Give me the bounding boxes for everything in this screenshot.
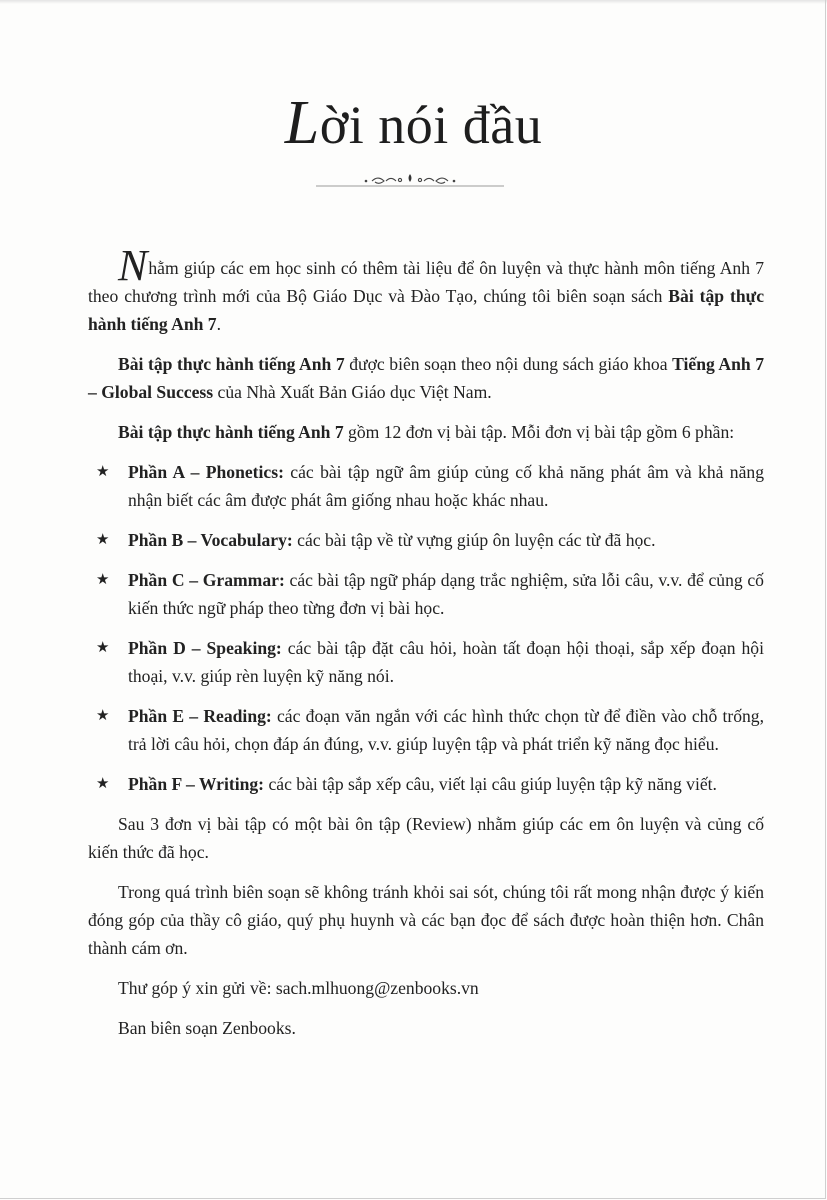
book-title-bold: Bài tập thực hành tiếng Anh 7 — [118, 422, 344, 442]
intro-paragraph — [88, 241, 765, 338]
dropcap-letter: N — [118, 241, 148, 290]
star-icon: ★ — [96, 708, 110, 724]
page-title — [0, 88, 827, 159]
list-item — [88, 770, 764, 798]
feedback-paragraph: Trong quá trình biên soạn sẽ không tránh khỏi sai sót, chúng tôi rất mong nhận được ý kiến đóng góp của thầy cô giáo, quý phụ huynh và các bạn đọc để sách được hoàn thiện hơn. Chân thành cám ơn. — [88, 882, 764, 958]
part-label: Phần B – Vocabulary: — [128, 530, 293, 550]
part-label: Phần D – Speaking: — [128, 638, 282, 658]
list-item — [88, 702, 764, 758]
intro-text: hằm giúp các em học sinh có thêm tài liệu để ôn luyện và thực hành môn tiếng Anh 7 theo chương trình mới của Bộ Giáo Dục và Đào Tạo, chúng tôi biên soạn sách — [88, 258, 764, 306]
part-label: Phần A – Phonetics: — [128, 462, 284, 482]
parts-list — [88, 458, 764, 798]
list-item — [88, 634, 764, 690]
part-label: Phần F – Writing: — [128, 774, 265, 794]
textbook-title-bold: Tiếng Anh 7 – Global Success — [88, 354, 765, 402]
structure-text: gồm 12 đơn vị bài tập. Mỗi đơn vị bài tập gồm 6 phần: — [343, 422, 735, 442]
part-description: các bài tập ngữ pháp dạng trắc nghiệm, sửa lỗi câu, v.v. để củng cố kiến thức ngữ pháp theo từng đơn vị bài học. — [128, 570, 764, 618]
publisher-text: của Nhà Xuất Bản Giáo dục Việt Nam. — [213, 382, 492, 402]
star-icon: ★ — [96, 532, 110, 548]
structure-paragraph — [88, 418, 764, 446]
title-ornament-divider — [316, 172, 504, 192]
list-item — [88, 566, 764, 622]
contact-paragraph: Thư góp ý xin gửi về: sach.mlhuong@zenbooks.vn — [118, 978, 479, 998]
star-icon: ★ — [96, 572, 110, 588]
page-top-shadow — [0, 0, 827, 4]
preface-body — [88, 241, 765, 1054]
book-title-bold: Bài tập thực hành tiếng Anh 7 — [88, 286, 765, 334]
source-text: được biên soạn theo nội dung sách giáo khoa — [344, 354, 673, 374]
part-description: các bài tập ngữ âm giúp củng cố khả năng phát âm và khả năng nhận biết các âm được phát âm giống nhau hoặc khác nhau. — [128, 462, 764, 510]
source-paragraph — [88, 350, 764, 406]
part-description: các đoạn văn ngắn với các hình thức chọn từ để điền vào chỗ trống, trả lời câu hỏi, chọn đáp án đúng, v.v. giúp luyện tập và phát triển kỹ năng đọc hiểu. — [128, 706, 765, 754]
part-label: Phần C – Grammar: — [128, 570, 285, 590]
review-paragraph: Sau 3 đơn vị bài tập có một bài ôn tập (Review) nhằm giúp các em ôn luyện và củng cố kiến thức đã học. — [88, 814, 764, 862]
title-rest: ời nói đầu — [319, 95, 543, 155]
part-description: các bài tập về từ vựng giúp ôn luyện các từ đã học. — [292, 530, 656, 550]
part-description: các bài tập sắp xếp câu, viết lại câu giúp luyện tập kỹ năng viết. — [264, 774, 717, 794]
star-icon: ★ — [96, 640, 110, 656]
part-description: các bài tập đặt câu hỏi, hoàn tất đoạn hội thoại, sắp xếp đoạn hội thoại, v.v. giúp rèn luyện kỹ năng nói. — [128, 638, 764, 686]
list-item — [88, 458, 764, 514]
intro-end: . — [216, 314, 221, 334]
book-title-bold: Bài tập thực hành tiếng Anh 7 — [118, 354, 345, 374]
star-icon: ★ — [96, 776, 110, 792]
title-initial: L — [284, 89, 320, 157]
part-label: Phần E – Reading: — [128, 706, 272, 726]
star-icon: ★ — [96, 464, 110, 480]
signature: Ban biên soạn Zenbooks. — [118, 1018, 296, 1038]
list-item — [88, 526, 764, 554]
